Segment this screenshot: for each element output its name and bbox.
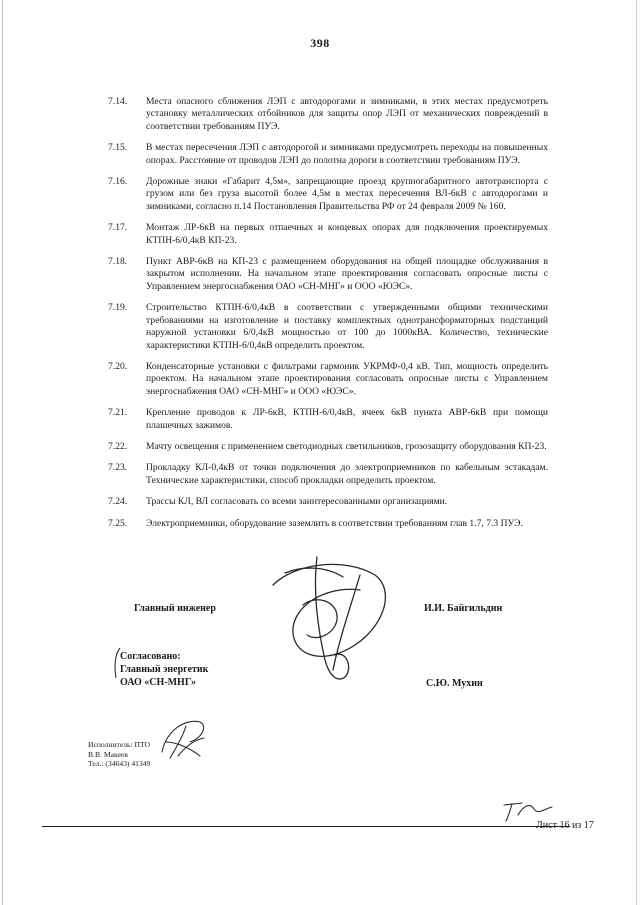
item-number: 7.14. — [108, 96, 128, 107]
executor-signature — [156, 712, 210, 764]
item-text: Дорожные знаки «Габарит 4,5м», запрещающие проезд крупногабаритного автотранспорта с грузом или без груза высотой более 4,5м в местах пересечения ВЛ-6кВ с автодорогами и зимниками, согласно п.14 Постановления Правительства РФ от 24 февраля 2009 № 160. — [146, 176, 548, 212]
item-text: Места опасного сближения ЛЭП с автодорогами и зимниками, в этих местах предусмотреть установку металлических отбойников для защиты опор ЛЭП от механических повреждений в соответствии требованиям ПУЭ. — [146, 96, 548, 132]
item-text: Монтаж ЛР-6кВ на первых отпаечных и концевых опорах для подключения проектируемых КТПН-6/0,4кВ КП-23. — [146, 222, 548, 246]
item-text: Пункт АВР-6кВ на КП-23 с размещением оборудования на общей площадке обслуживания в закрытом исполнении. На начальном этапе проектирования согласовать опросные листы с Управлением энергоснабжения ОАО «СН-МНГ» и ООО «ЮЭС». — [146, 256, 548, 292]
list-item — [108, 256, 548, 293]
list-item — [108, 518, 548, 530]
executor-line-1: Исполнитель: ПТО — [88, 740, 150, 749]
chief-engineer-title: Главный инженер — [134, 603, 216, 614]
executor-line-3: Тел.: (34643) 41349 — [88, 759, 151, 769]
item-number: 7.24. — [108, 496, 128, 508]
page-number: 398 — [310, 36, 330, 50]
scan-edge-left — [2, 0, 3, 905]
approved-org: ОАО «СН-МНГ» — [120, 677, 196, 688]
item-text: Трассы КЛ, ВЛ согласовать со всеми заинтересованными организациями. — [146, 496, 448, 508]
chief-engineer-signature — [255, 545, 410, 690]
list-item — [108, 361, 548, 398]
list-item — [108, 407, 548, 432]
item-number: 7.25. — [108, 517, 128, 529]
footer-rule — [42, 826, 570, 827]
item-number: 7.17. — [108, 222, 128, 234]
list-item — [108, 441, 548, 453]
list-item — [108, 462, 548, 487]
approved-title: Главный энергетик — [120, 664, 209, 675]
bracket-mark — [112, 646, 122, 680]
item-text: В местах пересечения ЛЭП с автодорогой и зимниками предусмотреть переходы на повышенных опорах. Расстояние от проводов ЛЭП до полотна дороги в соответствии требованиям ПУЭ. — [146, 142, 548, 166]
approval-block — [120, 650, 208, 689]
item-number: 7.19. — [108, 302, 128, 314]
list-item — [108, 142, 548, 167]
item-text: Строительство КТПН-6/0,4кВ в соответствии с утвержденными общими техническими требованиями на изготовление и поставку комплектных однотрансформаторных подстанций наружной установки 6/0,4кВ мощностью от 100 до 1000кВА. Количество, технические характеристики КТПН-6/0,4кВ определить проектом. — [146, 302, 548, 351]
item-number: 7.16. — [108, 176, 128, 188]
item-number: 7.20. — [108, 360, 128, 372]
list-item — [108, 176, 548, 213]
item-text: Электроприемники, оборудование заземлить в соответствии требованиям глав 1.7, 7.3 ПУЭ. — [146, 517, 523, 529]
list-item — [108, 222, 548, 247]
item-text: Прокладку КЛ-0,4кВ от точки подключения до электроприемников по кабельным эстакадам. Технические характеристики, способ прокладки определить проектом. — [146, 462, 548, 486]
item-text: Конденсаторные установки с фильтрами гармоник УКРМФ-0,4 кВ. Тип, мощность определить проектом. На начальном этапе проектирования согласовать опросные листы с Управлением энергоснабжения ОАО «СН-МНГ» и ООО «ЮЭС». — [146, 360, 548, 397]
initials-signature — [500, 795, 556, 823]
sheet-counter: Лист 16 из 17 — [536, 820, 594, 831]
list-item — [108, 496, 548, 508]
item-number: 7.21. — [108, 407, 128, 419]
item-number: 7.22. — [108, 440, 128, 452]
requirements-list — [108, 96, 548, 539]
approved-label: Согласовано: — [120, 651, 181, 662]
executor-block — [88, 740, 150, 769]
item-text: Мачту освещения с применением светодиодных светильников, грозозащиту оборудования КП-23. — [146, 440, 547, 452]
list-item — [108, 96, 548, 133]
executor-line-2: В.В. Макеев — [88, 749, 128, 759]
item-text: Крепление проводов к ЛР-6кВ, КТПН-6/0,4кВ, ячеек 6кВ пункта АВР-6кВ при помощи плашечных зажимов. — [146, 407, 548, 431]
approved-name: С.Ю. Мухин — [426, 678, 483, 689]
item-number: 7.18. — [108, 256, 128, 268]
chief-engineer-name: И.И. Байгильдин — [424, 603, 503, 614]
list-item — [108, 302, 548, 352]
scan-edge-right — [636, 0, 637, 905]
item-number: 7.23. — [108, 462, 128, 474]
item-number: 7.15. — [108, 142, 128, 154]
